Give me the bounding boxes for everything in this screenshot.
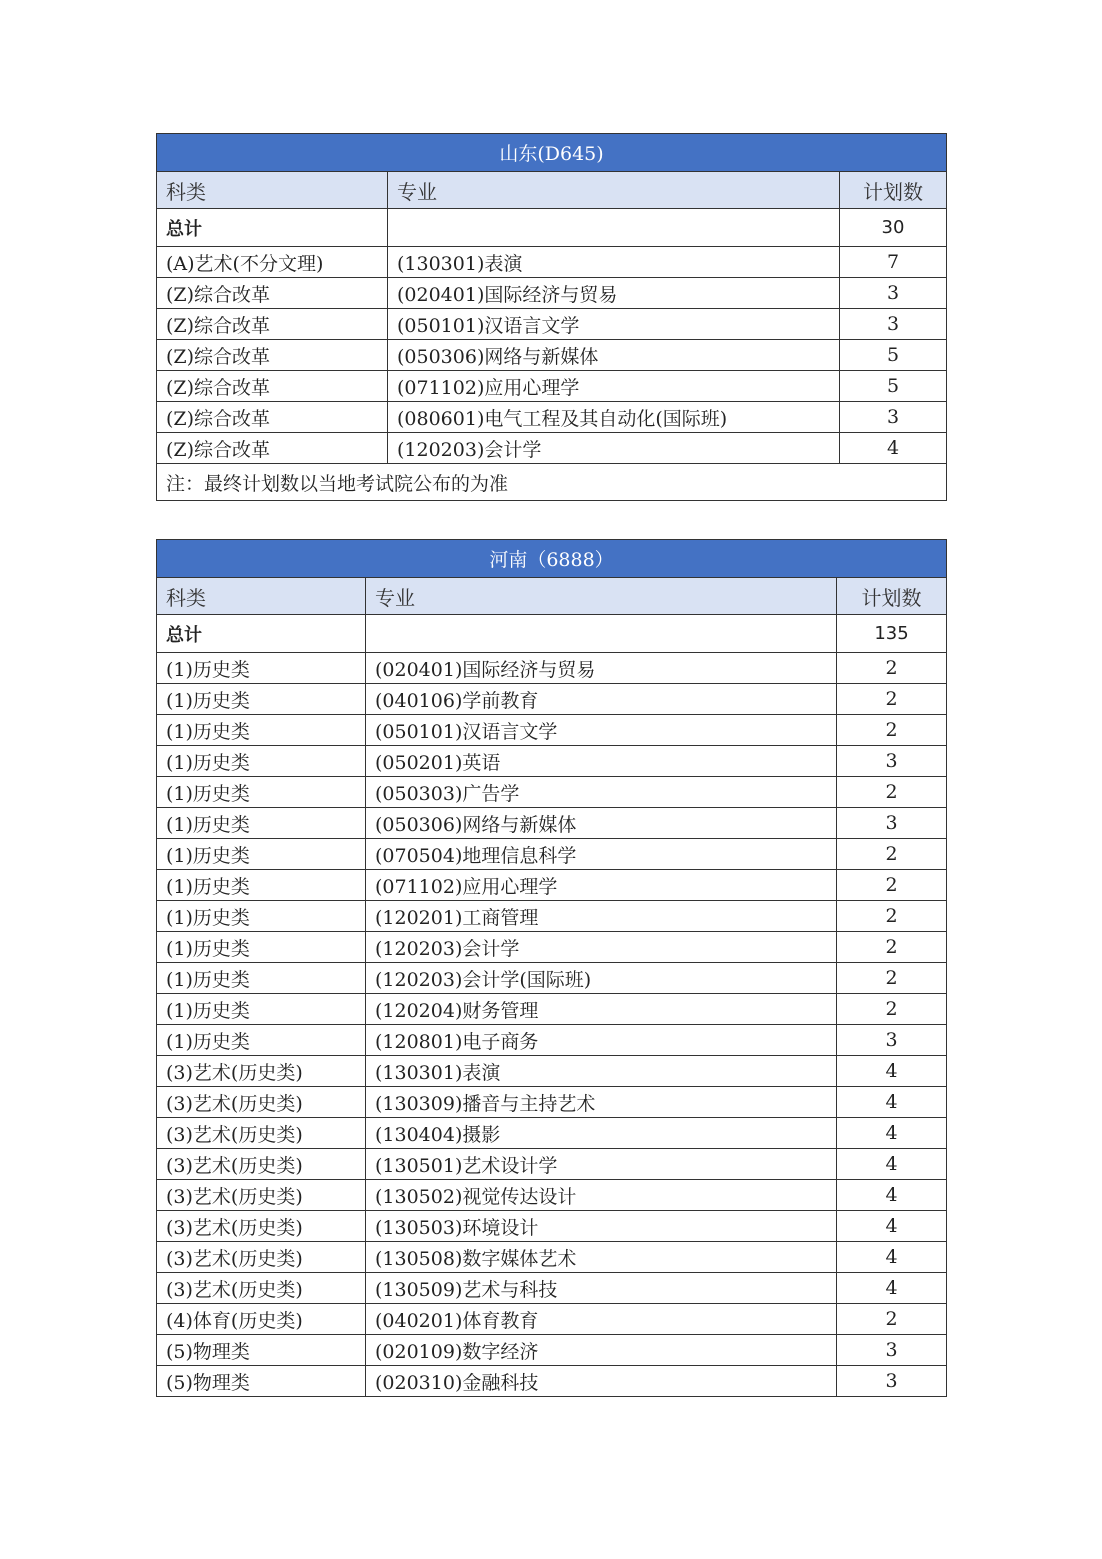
row-major: (050303)广告学 xyxy=(366,777,837,808)
table-title: 山东(D645) xyxy=(157,134,947,172)
row-major: (130502)视觉传达设计 xyxy=(366,1180,837,1211)
table-row xyxy=(157,653,947,684)
row-count: 3 xyxy=(837,1366,947,1397)
row-major: (130309)播音与主持艺术 xyxy=(366,1087,837,1118)
row-category: (3)艺术(历史类) xyxy=(157,1211,366,1242)
row-count: 2 xyxy=(837,1304,947,1335)
table-row xyxy=(157,1025,947,1056)
row-count: 2 xyxy=(837,901,947,932)
table-row xyxy=(157,278,947,309)
row-category: (Z)综合改革 xyxy=(157,340,388,371)
row-count: 2 xyxy=(837,870,947,901)
row-major: (071102)应用心理学 xyxy=(366,870,837,901)
row-category: (1)历史类 xyxy=(157,901,366,932)
row-major: (080601)电气工程及其自动化(国际班) xyxy=(388,402,840,433)
table-row xyxy=(157,777,947,808)
row-major: (130501)艺术设计学 xyxy=(366,1149,837,1180)
row-category: (5)物理类 xyxy=(157,1335,366,1366)
row-count: 4 xyxy=(837,1242,947,1273)
row-count: 4 xyxy=(837,1273,947,1304)
table-row xyxy=(157,340,947,371)
row-major: (020401)国际经济与贸易 xyxy=(366,653,837,684)
row-major: (130404)摄影 xyxy=(366,1118,837,1149)
table-row xyxy=(157,746,947,777)
row-category: (Z)综合改革 xyxy=(157,402,388,433)
row-count: 2 xyxy=(837,839,947,870)
table-row xyxy=(157,1335,947,1366)
table-body xyxy=(157,653,947,1397)
row-count: 7 xyxy=(840,247,947,278)
row-major: (120204)财务管理 xyxy=(366,994,837,1025)
table-row xyxy=(157,1118,947,1149)
row-count: 3 xyxy=(837,746,947,777)
row-count: 3 xyxy=(837,1335,947,1366)
table-row xyxy=(157,684,947,715)
row-category: (1)历史类 xyxy=(157,808,366,839)
table-row xyxy=(157,715,947,746)
table-row xyxy=(157,1087,947,1118)
row-count: 3 xyxy=(837,1025,947,1056)
table-row xyxy=(157,994,947,1025)
header-major: 专业 xyxy=(366,578,837,615)
header-major: 专业 xyxy=(388,172,840,209)
table-row xyxy=(157,402,947,433)
row-major: (020109)数字经济 xyxy=(366,1335,837,1366)
row-major: (040201)体育教育 xyxy=(366,1304,837,1335)
row-major: (050101)汉语言文学 xyxy=(388,309,840,340)
row-major: (130301)表演 xyxy=(388,247,840,278)
table-row xyxy=(157,309,947,340)
row-category: (Z)综合改革 xyxy=(157,433,388,464)
row-major: (130508)数字媒体艺术 xyxy=(366,1242,837,1273)
total-major xyxy=(388,209,840,247)
row-category: (1)历史类 xyxy=(157,777,366,808)
row-category: (3)艺术(历史类) xyxy=(157,1118,366,1149)
row-count: 5 xyxy=(840,340,947,371)
table-row xyxy=(157,1366,947,1397)
total-major xyxy=(366,615,837,653)
row-category: (3)艺术(历史类) xyxy=(157,1149,366,1180)
row-count: 4 xyxy=(837,1149,947,1180)
table-row xyxy=(157,839,947,870)
total-count: 135 xyxy=(837,615,947,653)
row-category: (3)艺术(历史类) xyxy=(157,1087,366,1118)
table-body xyxy=(157,247,947,464)
row-major: (040106)学前教育 xyxy=(366,684,837,715)
row-count: 4 xyxy=(840,433,947,464)
row-count: 4 xyxy=(837,1087,947,1118)
row-category: (3)艺术(历史类) xyxy=(157,1273,366,1304)
row-major: (120801)电子商务 xyxy=(366,1025,837,1056)
table-row xyxy=(157,371,947,402)
table-row xyxy=(157,1180,947,1211)
table-row xyxy=(157,247,947,278)
row-category: (1)历史类 xyxy=(157,653,366,684)
row-count: 3 xyxy=(840,402,947,433)
row-category: (A)艺术(不分文理) xyxy=(157,247,388,278)
row-count: 4 xyxy=(837,1211,947,1242)
table-row xyxy=(157,1242,947,1273)
row-major: (050101)汉语言文学 xyxy=(366,715,837,746)
row-category: (1)历史类 xyxy=(157,870,366,901)
table-row xyxy=(157,1211,947,1242)
row-category: (Z)综合改革 xyxy=(157,278,388,309)
row-major: (120203)会计学(国际班) xyxy=(366,963,837,994)
header-count: 计划数 xyxy=(837,578,947,615)
row-count: 2 xyxy=(837,932,947,963)
row-count: 2 xyxy=(837,777,947,808)
table-row xyxy=(157,808,947,839)
row-major: (130509)艺术与科技 xyxy=(366,1273,837,1304)
header-category: 科类 xyxy=(157,172,388,209)
row-count: 2 xyxy=(837,715,947,746)
table-row xyxy=(157,433,947,464)
row-count: 4 xyxy=(837,1180,947,1211)
row-category: (1)历史类 xyxy=(157,715,366,746)
row-major: (020310)金融科技 xyxy=(366,1366,837,1397)
table-row xyxy=(157,1149,947,1180)
row-major: (050306)网络与新媒体 xyxy=(388,340,840,371)
row-count: 2 xyxy=(837,994,947,1025)
row-count: 3 xyxy=(837,808,947,839)
row-count: 2 xyxy=(837,963,947,994)
row-count: 2 xyxy=(837,684,947,715)
row-major: (071102)应用心理学 xyxy=(388,371,840,402)
row-major: (130503)环境设计 xyxy=(366,1211,837,1242)
row-count: 4 xyxy=(837,1118,947,1149)
row-major: (120201)工商管理 xyxy=(366,901,837,932)
row-count: 4 xyxy=(837,1056,947,1087)
table-note: 注：最终计划数以当地考试院公布的为准 xyxy=(157,464,947,501)
row-major: (050201)英语 xyxy=(366,746,837,777)
row-category: (3)艺术(历史类) xyxy=(157,1180,366,1211)
row-major: (120203)会计学 xyxy=(366,932,837,963)
row-category: (1)历史类 xyxy=(157,932,366,963)
row-category: (Z)综合改革 xyxy=(157,371,388,402)
row-major: (130301)表演 xyxy=(366,1056,837,1087)
total-count: 30 xyxy=(840,209,947,247)
row-count: 5 xyxy=(840,371,947,402)
table-row xyxy=(157,963,947,994)
total-label: 总计 xyxy=(157,209,388,247)
row-category: (1)历史类 xyxy=(157,684,366,715)
total-label: 总计 xyxy=(157,615,366,653)
row-count: 3 xyxy=(840,309,947,340)
row-category: (Z)综合改革 xyxy=(157,309,388,340)
table-row xyxy=(157,1056,947,1087)
header-count: 计划数 xyxy=(840,172,947,209)
row-major: (020401)国际经济与贸易 xyxy=(388,278,840,309)
henan-plan-table xyxy=(156,539,947,1397)
row-major: (070504)地理信息科学 xyxy=(366,839,837,870)
table-row xyxy=(157,1273,947,1304)
row-count: 2 xyxy=(837,653,947,684)
row-category: (3)艺术(历史类) xyxy=(157,1056,366,1087)
row-major: (120203)会计学 xyxy=(388,433,840,464)
row-category: (3)艺术(历史类) xyxy=(157,1242,366,1273)
table-row xyxy=(157,870,947,901)
row-major: (050306)网络与新媒体 xyxy=(366,808,837,839)
table-row xyxy=(157,901,947,932)
row-category: (1)历史类 xyxy=(157,746,366,777)
table-title: 河南（6888） xyxy=(157,540,947,578)
shandong-plan-table xyxy=(156,133,947,501)
row-category: (1)历史类 xyxy=(157,1025,366,1056)
row-category: (4)体育(历史类) xyxy=(157,1304,366,1335)
header-category: 科类 xyxy=(157,578,366,615)
row-category: (5)物理类 xyxy=(157,1366,366,1397)
row-category: (1)历史类 xyxy=(157,963,366,994)
row-count: 3 xyxy=(840,278,947,309)
table-row xyxy=(157,1304,947,1335)
table-row xyxy=(157,932,947,963)
row-category: (1)历史类 xyxy=(157,839,366,870)
row-category: (1)历史类 xyxy=(157,994,366,1025)
